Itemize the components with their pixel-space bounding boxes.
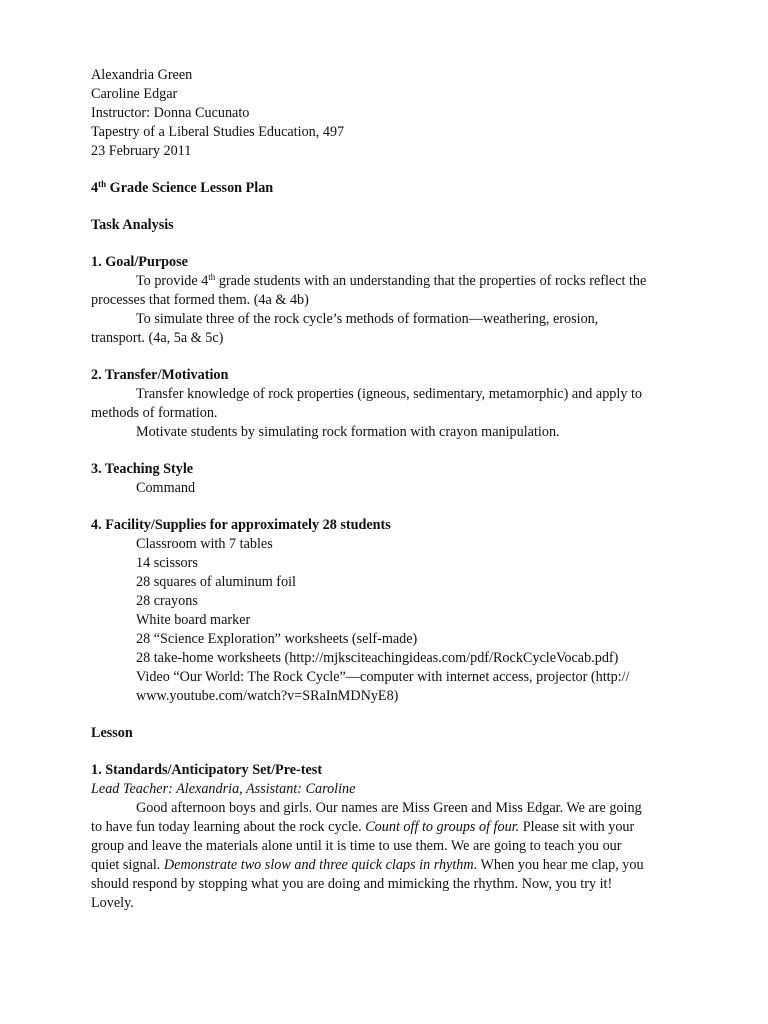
transfer-heading: 2. Transfer/Motivation bbox=[91, 367, 229, 383]
goal-paragraph-cont: transport. (4a, 5a & 5c) bbox=[91, 330, 224, 346]
goal-paragraph bbox=[91, 272, 691, 291]
lesson-instruction: Count off to groups of four. bbox=[365, 819, 520, 835]
lesson-paragraph-line bbox=[91, 818, 691, 837]
supply-item: Classroom with 7 tables bbox=[136, 536, 273, 552]
course-line: Tapestry of a Liberal Studies Education, 497 bbox=[91, 124, 345, 140]
document-title bbox=[91, 179, 691, 198]
lead-teacher-line: Lead Teacher: Alexandria, Assistant: Caroline bbox=[91, 781, 356, 797]
date-line: 23 February 2011 bbox=[91, 143, 192, 159]
lesson-text: Please sit with your bbox=[519, 819, 635, 835]
supply-item: 28 “Science Exploration” worksheets (self-made) bbox=[136, 631, 418, 647]
lesson-text: to have fun today learning about the rock cycle. bbox=[91, 819, 366, 835]
task-analysis-heading: Task Analysis bbox=[91, 217, 174, 233]
lesson-paragraph-line: should respond by stopping what you are doing and mimicking the rhythm. Now, you try it! bbox=[91, 876, 613, 892]
lesson-instruction: Demonstrate two slow and three quick claps in rhythm bbox=[163, 857, 474, 873]
author-name: Caroline Edgar bbox=[91, 86, 178, 102]
facility-heading: 4. Facility/Supplies for approximately 28 students bbox=[91, 517, 391, 533]
goal-paragraph: To simulate three of the rock cycle’s methods of formation—weathering, erosion, bbox=[136, 311, 599, 327]
title-grade: 4 bbox=[91, 180, 99, 196]
teaching-style-value: Command bbox=[136, 480, 196, 496]
author-name: Alexandria Green bbox=[91, 67, 193, 83]
supply-item: 14 scissors bbox=[136, 555, 198, 571]
goal-heading: 1. Goal/Purpose bbox=[91, 254, 188, 270]
lesson-heading: Lesson bbox=[91, 725, 133, 741]
supply-item: 28 squares of aluminum foil bbox=[136, 574, 296, 590]
lesson-paragraph-line: group and leave the materials alone until it is time to use them. We are going to teach you our bbox=[91, 838, 622, 854]
goal-paragraph-cont: processes that formed them. (4a & 4b) bbox=[91, 292, 309, 308]
goal-text: grade students with an understanding that the properties of rocks reflect the bbox=[215, 273, 647, 289]
supply-item: White board marker bbox=[136, 612, 251, 628]
transfer-paragraph-cont: methods of formation. bbox=[91, 405, 218, 421]
transfer-paragraph: Transfer knowledge of rock properties (igneous, sedimentary, metamorphic) and apply to bbox=[136, 386, 643, 402]
standards-heading: 1. Standards/Anticipatory Set/Pre-test bbox=[91, 762, 323, 778]
goal-superscript: th bbox=[208, 272, 216, 282]
instructor-line: Instructor: Donna Cucunato bbox=[91, 105, 250, 121]
lesson-text: . When you hear me clap, you bbox=[473, 857, 644, 873]
goal-text: To provide 4 bbox=[136, 273, 209, 289]
transfer-paragraph: Motivate students by simulating rock formation with crayon manipulation. bbox=[136, 424, 560, 440]
lesson-paragraph-line: Lovely. bbox=[91, 895, 134, 911]
title-superscript: th bbox=[98, 179, 107, 189]
supply-item: Video “Our World: The Rock Cycle”—computer with internet access, projector (http:// bbox=[136, 669, 630, 685]
supply-item-cont: www.youtube.com/watch?v=SRaInMDNyE8) bbox=[136, 688, 399, 704]
supply-item: 28 crayons bbox=[136, 593, 198, 609]
title-text: Grade Science Lesson Plan bbox=[106, 180, 274, 196]
lesson-paragraph-line bbox=[91, 856, 691, 875]
supply-item: 28 take-home worksheets (http://mjksciteachingideas.com/pdf/RockCycleVocab.pdf) bbox=[136, 650, 619, 666]
document-body bbox=[91, 66, 691, 913]
teaching-style-heading: 3. Teaching Style bbox=[91, 461, 194, 477]
lesson-paragraph-line: Good afternoon boys and girls. Our names are Miss Green and Miss Edgar. We are going bbox=[136, 800, 642, 816]
lesson-text: quiet signal. bbox=[91, 857, 164, 873]
